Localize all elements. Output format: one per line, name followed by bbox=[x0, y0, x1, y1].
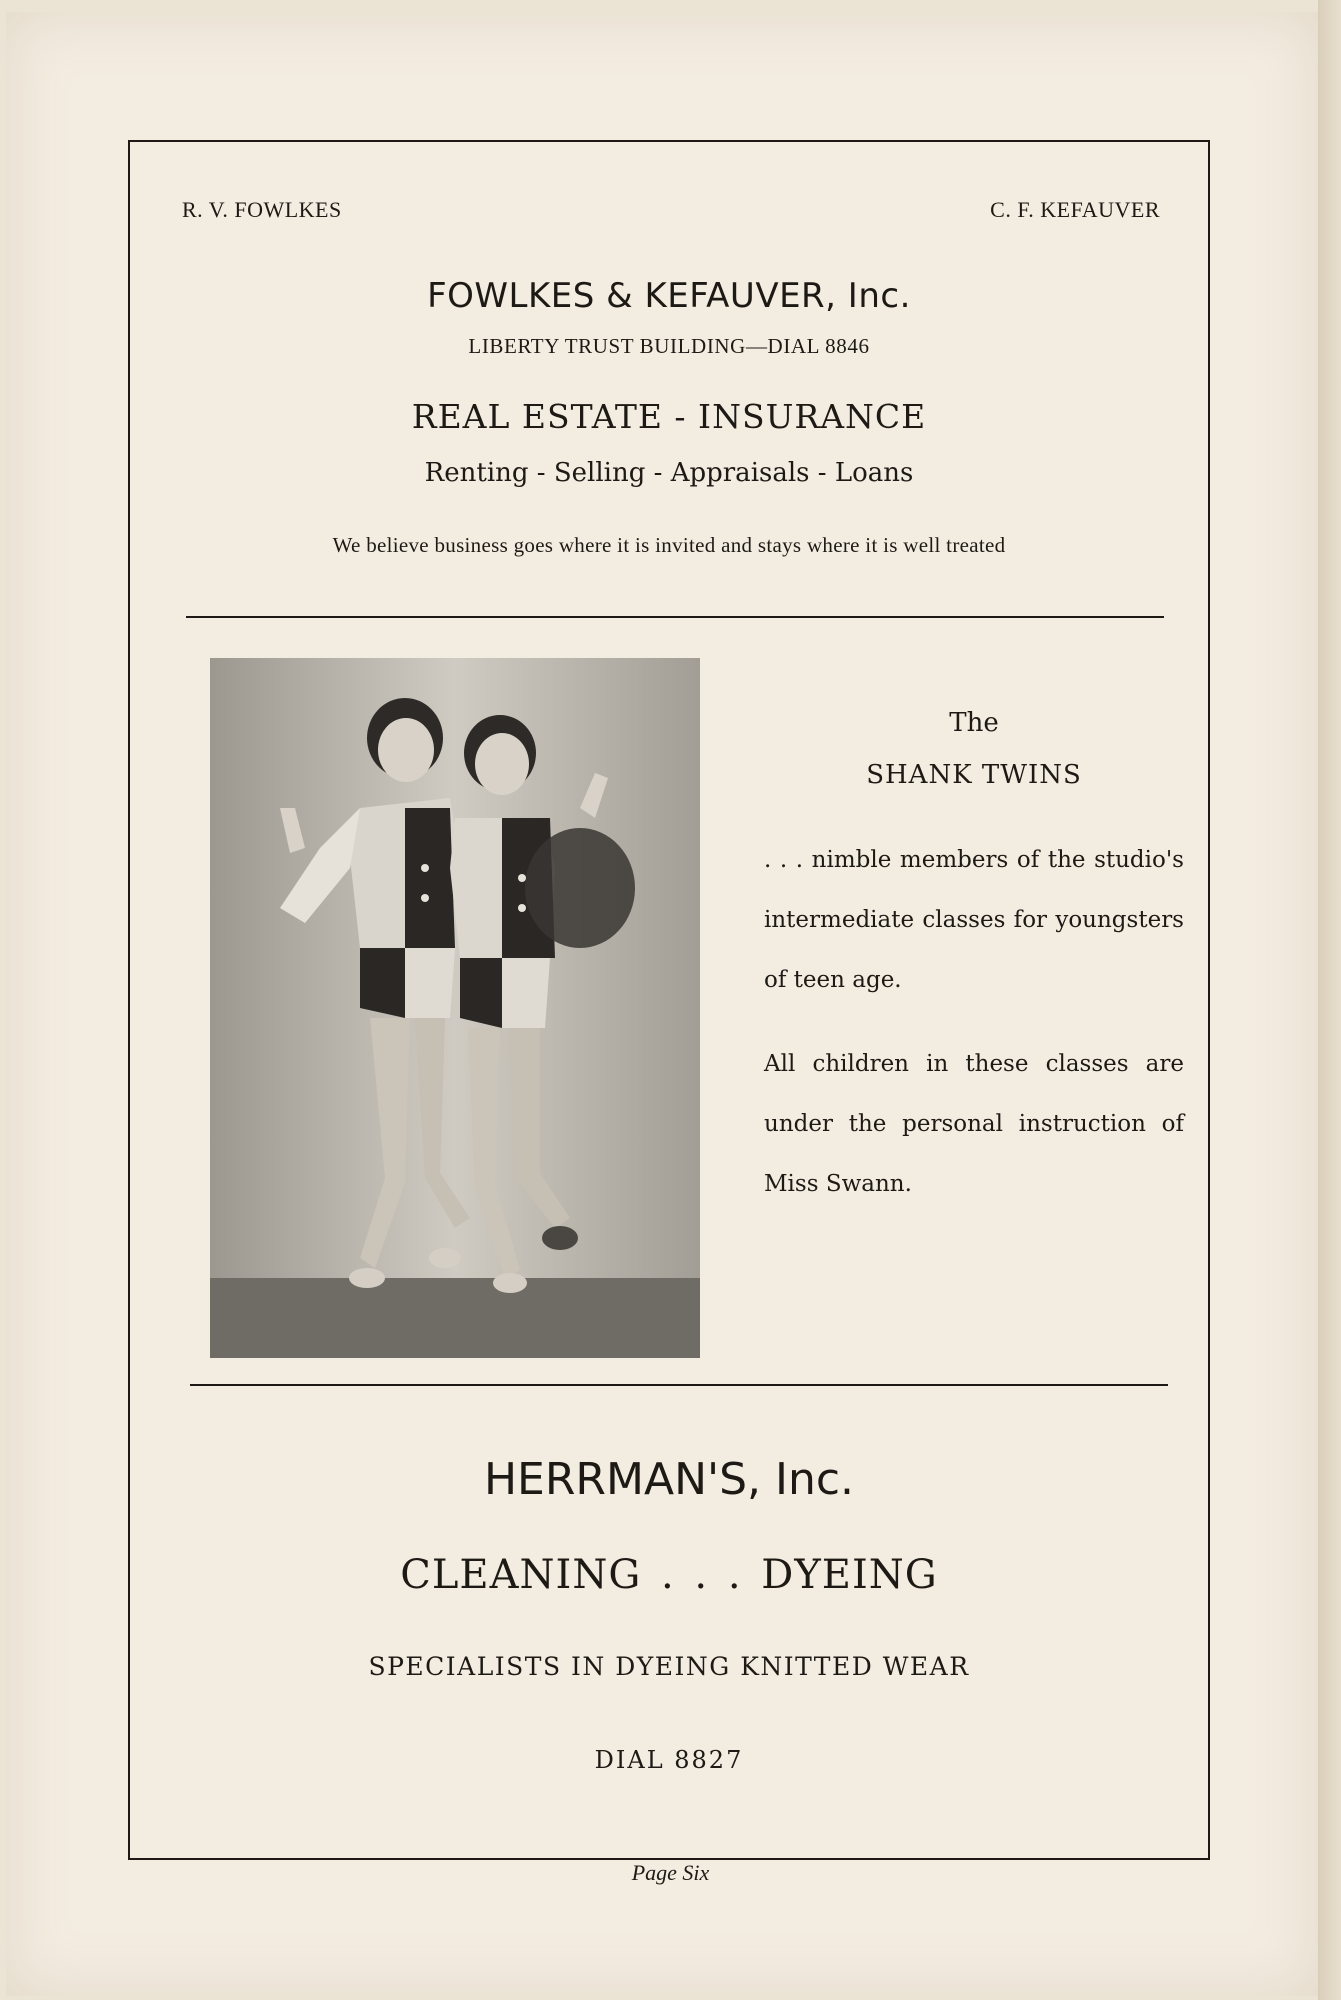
services-list: Renting - Selling - Appraisals - Loans bbox=[424, 458, 914, 488]
herrman-services: CLEANING . . . DYEING bbox=[400, 1552, 938, 1598]
herrman-dial: DIAL 8827 bbox=[594, 1746, 744, 1774]
twins-instruction-note: All children in these classes are under the personal instruction of Miss Swann. bbox=[764, 1051, 1184, 1197]
twins-photo bbox=[210, 658, 700, 1358]
page-number: Page Six bbox=[631, 1860, 710, 1885]
twins-heading: SHANK TWINS bbox=[866, 760, 1082, 790]
company-motto: We believe business goes where it is invited and stays where it is well treated bbox=[332, 533, 1006, 557]
twins-caption bbox=[764, 708, 1184, 1214]
herrman-specialty: SPECIALISTS IN DYEING KNITTED WEAR bbox=[368, 1652, 970, 1681]
partner-left-name: R. V. FOWLKES bbox=[182, 197, 342, 222]
twins-description: . . . nimble members of the studio's intermediate classes for youngsters of teen age. bbox=[764, 847, 1184, 993]
page-edge bbox=[1318, 0, 1341, 2000]
divider-top bbox=[186, 616, 1164, 618]
services-heading: REAL ESTATE - INSURANCE bbox=[411, 397, 927, 436]
divider-bottom bbox=[190, 1384, 1168, 1386]
company-name: FOWLKES & KEFAUVER, Inc. bbox=[427, 276, 911, 316]
company-address: LIBERTY TRUST BUILDING—DIAL 8846 bbox=[468, 334, 870, 358]
ad-frame bbox=[128, 140, 1210, 1860]
twins-heading-small: The bbox=[949, 708, 999, 738]
partner-right-name: C. F. KEFAUVER bbox=[990, 197, 1160, 222]
herrman-company-name: HERRMAN'S, Inc. bbox=[483, 1454, 855, 1505]
